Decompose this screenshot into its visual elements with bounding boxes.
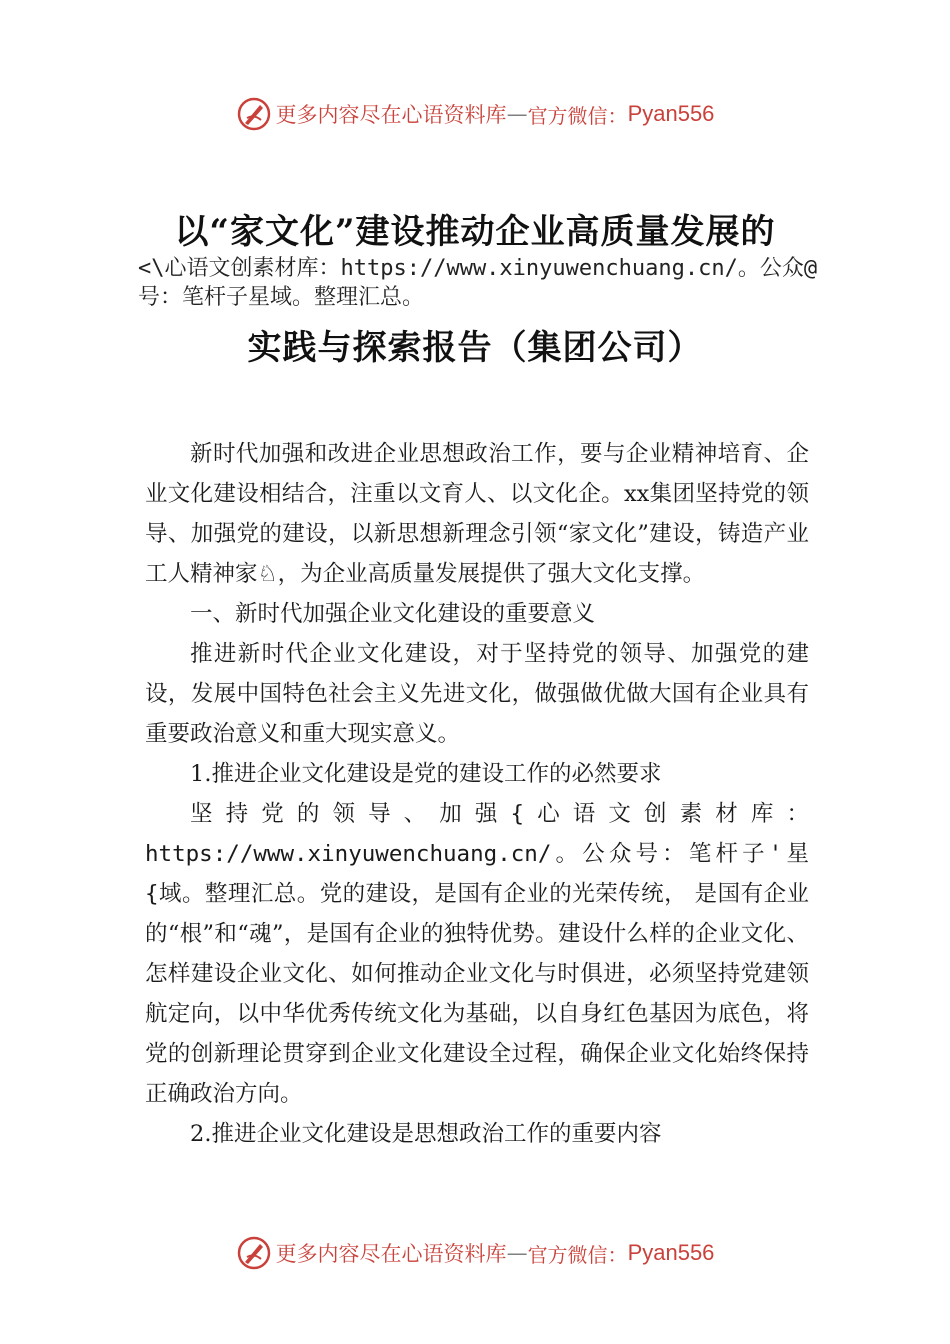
footer-banner [0, 1233, 950, 1273]
banner-wechat-id: Pyan556 [627, 101, 715, 126]
inline-watermark: {心语文创素材库：https://www.xinyuwenchuang.cn/。公众号：笔杆子'星{域。整理汇总。 [145, 801, 809, 907]
banner-separator: — [506, 1241, 528, 1265]
quill-logo-icon [236, 1235, 272, 1271]
banner-brand: 更多内容尽在心语资料库 [275, 1242, 507, 1266]
banner-brand: 更多内容尽在心语资料库 [275, 103, 507, 127]
banner-wechat-label: 官方微信： [527, 1242, 628, 1267]
subsection-heading: 1.推进企业文化建设是党的建设工作的必然要求 [190, 761, 662, 787]
subsection-heading: 2.推进企业文化建设是思想政治工作的重要内容 [190, 1121, 662, 1147]
banner-wechat-label: 官方微信： [527, 103, 628, 128]
paragraph: 推进新时代企业文化建设，对于坚持党的领导、加强党的建设，发展中国特色社会主义先进文化，做强做优做大国有企业具有重要政治意义和重大现实意义。 [145, 641, 809, 747]
title-line-2: 实践与探索报告（集团公司） [247, 328, 703, 368]
paragraph [145, 794, 809, 1114]
section-heading: 一、新时代加强企业文化建设的重要意义 [190, 601, 596, 627]
paragraph-text: 坚持党的领导、加强 [190, 801, 511, 827]
header-banner [0, 94, 950, 134]
paragraph-text: 党的建设，是国有企业的光荣传统， 是国有企业的“根”和“魂”，是国有企业的独特优势。建设什么样的企业文化、怎样建设企业文化、如何推动企业文化与时俱进，必须坚持党建领航定向，以中华优秀传统文化为基础，以自身红色基因为底色，将党的创新理论贯穿到企业文化建设全过程，确保企业文化始终保持正确政治方向。 [145, 881, 810, 1107]
watermark-text: <\心语文创素材库：https://www.xinyuwenchuang.cn/。公众@号：笔杆子星域。整理汇总。 [138, 256, 818, 310]
banner-wechat-id: Pyan556 [627, 1240, 715, 1265]
banner-separator: — [506, 102, 528, 126]
title-line-1: 以“家文化”建设推动企业高质量发展的 [174, 212, 776, 252]
quill-logo-icon [236, 96, 272, 132]
paragraph: 新时代加强和改进企业思想政治工作，要与企业精神培育、企业文化建设相结合，注重以文育人、以文化企。xx集团坚持党的领导、加强党的建设，以新思想新理念引领“家文化”建设，铸造产业工人精神家♘，为企业高质量发展提供了强大文化支撑。 [145, 441, 809, 587]
body-text [145, 434, 809, 1154]
